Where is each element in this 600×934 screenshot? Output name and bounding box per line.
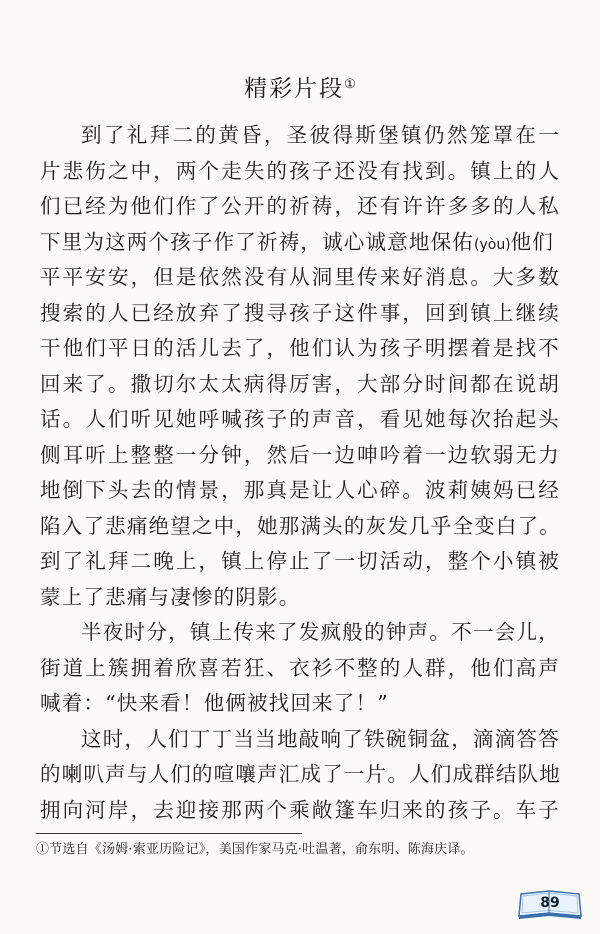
text-line: 的喇叭声与人们的喧嚷声汇成了一片。人们成群结队地 <box>40 762 560 786</box>
text-line: 到了礼拜二晚上，镇上停止了一切活动，整个小镇被 <box>40 549 560 573</box>
text-line: 陷入了悲痛绝望之中，她那满头的灰发几乎全变白了。 <box>40 513 560 538</box>
text-line: 话。人们听见她呼喊孩子的声音，看见她每次抬起头 <box>40 407 560 431</box>
text-line: 街道上簇拥着欣喜若狂、衣衫不整的人群，他们高声 <box>40 655 560 680</box>
text-line: 侧耳听上整整一分钟，然后一边呻吟着一边软弱无力 <box>40 442 560 467</box>
text-line: 半夜时分，镇上传来了发疯般的钟声。不一会儿， <box>81 620 560 644</box>
pinyin-annotation: (yòu) <box>474 236 511 253</box>
text-line: 拥向河岸，去迎接那两个乘敞篷车归来的孩子。车子 <box>40 797 560 822</box>
text-line: 到了礼拜二的黄昏，圣彼得斯堡镇仍然笼罩在一 <box>81 123 560 147</box>
text-line: 地倒下头去的情景，那真是让人心碎。波莉姨妈已经 <box>40 478 560 502</box>
section-title <box>0 70 600 103</box>
section-title-text: 精彩片段 <box>244 76 345 102</box>
footnote-marker: ① <box>344 77 356 92</box>
page-number: 89 <box>540 895 560 911</box>
passage-body <box>40 118 560 828</box>
text-line: 喊着：“快来看！他俩被找回来了！” <box>40 691 389 715</box>
text-line: 片悲伤之中，两个走失的孩子还没有找到。镇上的人 <box>40 158 560 183</box>
page-number-badge <box>515 886 585 922</box>
text-line: 搜索的人已经放弃了搜寻孩子这件事，回到镇上继续 <box>40 300 560 325</box>
footnote-divider <box>36 833 302 834</box>
text-line: 干他们平日的活儿去了，他们认为孩子明摆着是找不 <box>40 336 560 360</box>
text-line-with-pinyin <box>40 225 560 261</box>
footnote: ①节选自《汤姆·索亚历险记》，美国作家马克·吐温著，俞东明、陈海庆译。 <box>36 842 474 857</box>
text-line-segment: 下里为这两个孩子作了祈祷，诚心诚意地保佑 <box>40 229 474 254</box>
text-line: 平平安安，但是依然没有从洞里传来好消息。大多数 <box>40 265 560 289</box>
text-line: 这时，人们丁丁当当地敲响了铁碗铜盆，滴滴答答 <box>81 726 560 751</box>
text-line: 回来了。撒切尔太太病得厉害，大部分时间都在说胡 <box>40 371 560 396</box>
text-line-segment: 他们 <box>510 229 555 254</box>
text-line: 蒙上了悲痛与凄惨的阴影。 <box>40 584 301 609</box>
text-line: 们已经为他们作了公开的祈祷，还有许许多多的人私 <box>40 194 560 218</box>
